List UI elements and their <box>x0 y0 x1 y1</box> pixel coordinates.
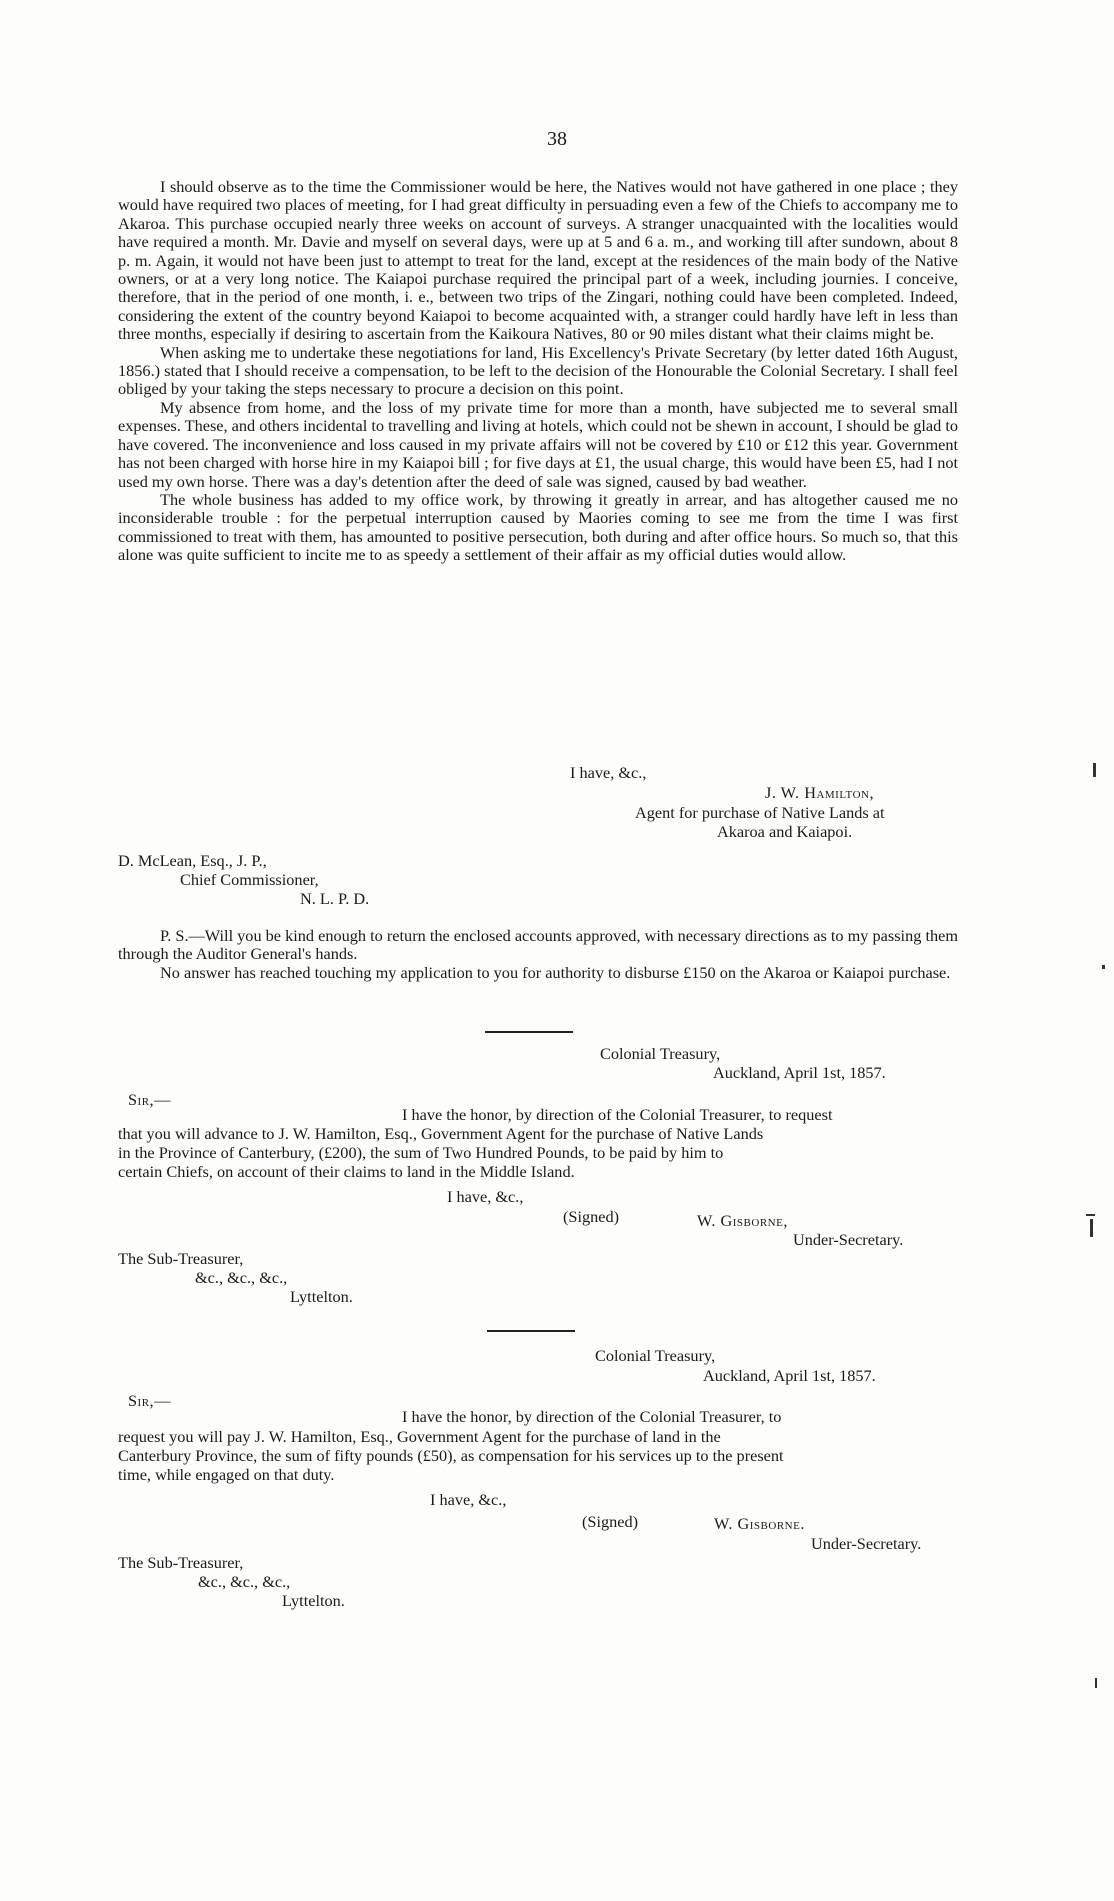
addressee: Lyttelton. <box>290 1287 353 1306</box>
body-line: Canterbury Province, the sum of fifty pounds (£50), as compensation for his services up to the present <box>118 1446 784 1465</box>
paragraph: When asking me to undertake these negotiations for land, His Excellency's Private Secretary (by letter dated 16th August, 1856.) stated that I should receive a compensation, to be left to the decision of the Honourable the Colonial Secretary. I shall feel obliged by your taking the steps necessary to procure a decision on this point. <box>118 342 958 399</box>
addressee: Lyttelton. <box>282 1591 345 1610</box>
closing: I have, &c., <box>430 1490 507 1509</box>
closing: I have, &c., <box>570 763 647 782</box>
scan-mark <box>1102 965 1105 969</box>
addressee: N. L. P. D. <box>300 889 370 908</box>
salutation: Sir,— <box>128 1090 171 1109</box>
paragraph: P. S.—Will you be kind enough to return the enclosed accounts approved, with necessary directions as to my passing them through the Auditor General's hands. <box>118 926 958 964</box>
scan-mark <box>1093 763 1096 777</box>
addressee: D. McLean, Esq., J. P., <box>118 851 267 870</box>
paragraph: No answer has reached touching my application to you for authority to disburse £150 on the Akaroa or Kaiapoi purchase. <box>160 962 951 982</box>
salutation: Sir,— <box>128 1391 171 1410</box>
letter-date: Auckland, April 1st, 1857. <box>713 1063 886 1082</box>
letter-place: Colonial Treasury, <box>595 1346 716 1365</box>
scan-mark <box>1090 1219 1093 1237</box>
paragraph: I should observe as to the time the Commissioner would be here, the Natives would not have gathered in one place ; they would have required two places of meeting, for I had great difficulty in persuading even a few of the Chiefs to accompany me to Akaroa. This purchase occupied nearly three weeks on account of surveys. A stranger unacquainted with the localities would have required a month. Mr. Davie and myself on several days, were up at 5 and 6 a. m., and working till after sundown, about 8 p. m. Again, it would not have been just to attempt to treat for the land, except at the residences of the main body of the Native owners, or at a very long notice. The Kaiapoi purchase required the principal part of a week, including journies. I conceive, therefore, that in the period of one month, i. e., between two trips of the Zingari, nothing could have been completed. Indeed, considering the extent of the country beyond Kaiapoi to become acquainted with, a stranger could hardly have left in less than three months, especially if desiring to ascertain from the Kaikoura Natives, 80 or 90 miles distant what their claims might be. <box>118 177 958 344</box>
paragraph: The whole business has added to my office work, by throwing it greatly in arrear, and has altogether caused me no inconsiderable trouble : for the perpetual interruption caused by Maories coming to see me from the time I was first commissioned to treat with them, has amounted to positive persecution, both during and after office hours. So much so, that this alone was quite sufficient to incite me to as speedy a settlement of their affair as my official duties would allow. <box>118 489 958 565</box>
addressee: The Sub-Treasurer, <box>118 1553 244 1572</box>
signed-label: (Signed) <box>582 1512 639 1531</box>
letter-date: Auckland, April 1st, 1857. <box>703 1366 876 1385</box>
section-divider <box>485 1031 573 1033</box>
section-divider <box>487 1330 575 1332</box>
scan-mark <box>1086 1214 1095 1216</box>
page-number: 38 <box>547 128 567 150</box>
signer-title: Agent for purchase of Native Lands at <box>635 803 885 822</box>
signer-title: Under-Secretary. <box>793 1230 904 1249</box>
signer-name: J. W. Hamilton, <box>765 783 875 802</box>
addressee: &c., &c., &c., <box>198 1572 291 1591</box>
body-line: certain Chiefs, on account of their claims to land in the Middle Island. <box>118 1162 575 1181</box>
body-line: that you will advance to J. W. Hamilton, Esq., Government Agent for the purchase of Native Lands <box>118 1124 764 1143</box>
paragraph: My absence from home, and the loss of my private time for more than a month, have subjected me to several small expenses. These, and others incidental to travelling and living at hotels, which could not be shewn in account, I should be glad to have covered. The inconvenience and loss caused in my private affairs will not be covered by £10 or £12 this year. Government has not been charged with horse hire in my Kaiapoi bill ; for five days at £1, the usual charge, this would have been £5, had I not used my own horse. There was a day's detention after the deed of sale was signed, caused by bad weather. <box>118 397 958 491</box>
addressee: Chief Commissioner, <box>180 870 319 889</box>
signer-title: Akaroa and Kaiapoi. <box>717 822 853 841</box>
addressee: The Sub-Treasurer, <box>118 1249 244 1268</box>
scan-mark <box>1095 1678 1097 1688</box>
body-line: time, while engaged on that duty. <box>118 1465 335 1484</box>
body-line: request you will pay J. W. Hamilton, Esq., Government Agent for the purchase of land in the <box>118 1427 721 1446</box>
closing: I have, &c., <box>447 1187 524 1206</box>
postscript <box>118 927 958 982</box>
signer-name: W. Gisborne. <box>714 1514 805 1533</box>
addressee: &c., &c., &c., <box>195 1268 288 1287</box>
signed-label: (Signed) <box>563 1207 620 1226</box>
body-line: I have the honor, by direction of the Colonial Treasurer, to request <box>402 1105 833 1124</box>
letter-body <box>118 178 958 565</box>
letter-place: Colonial Treasury, <box>600 1044 721 1063</box>
body-line: I have the honor, by direction of the Colonial Treasurer, to <box>402 1407 782 1426</box>
signer-title: Under-Secretary. <box>811 1534 922 1553</box>
signer-name: W. Gisborne, <box>697 1211 788 1230</box>
body-line: in the Province of Canterbury, (£200), the sum of Two Hundred Pounds, to be paid by him to <box>118 1143 724 1162</box>
